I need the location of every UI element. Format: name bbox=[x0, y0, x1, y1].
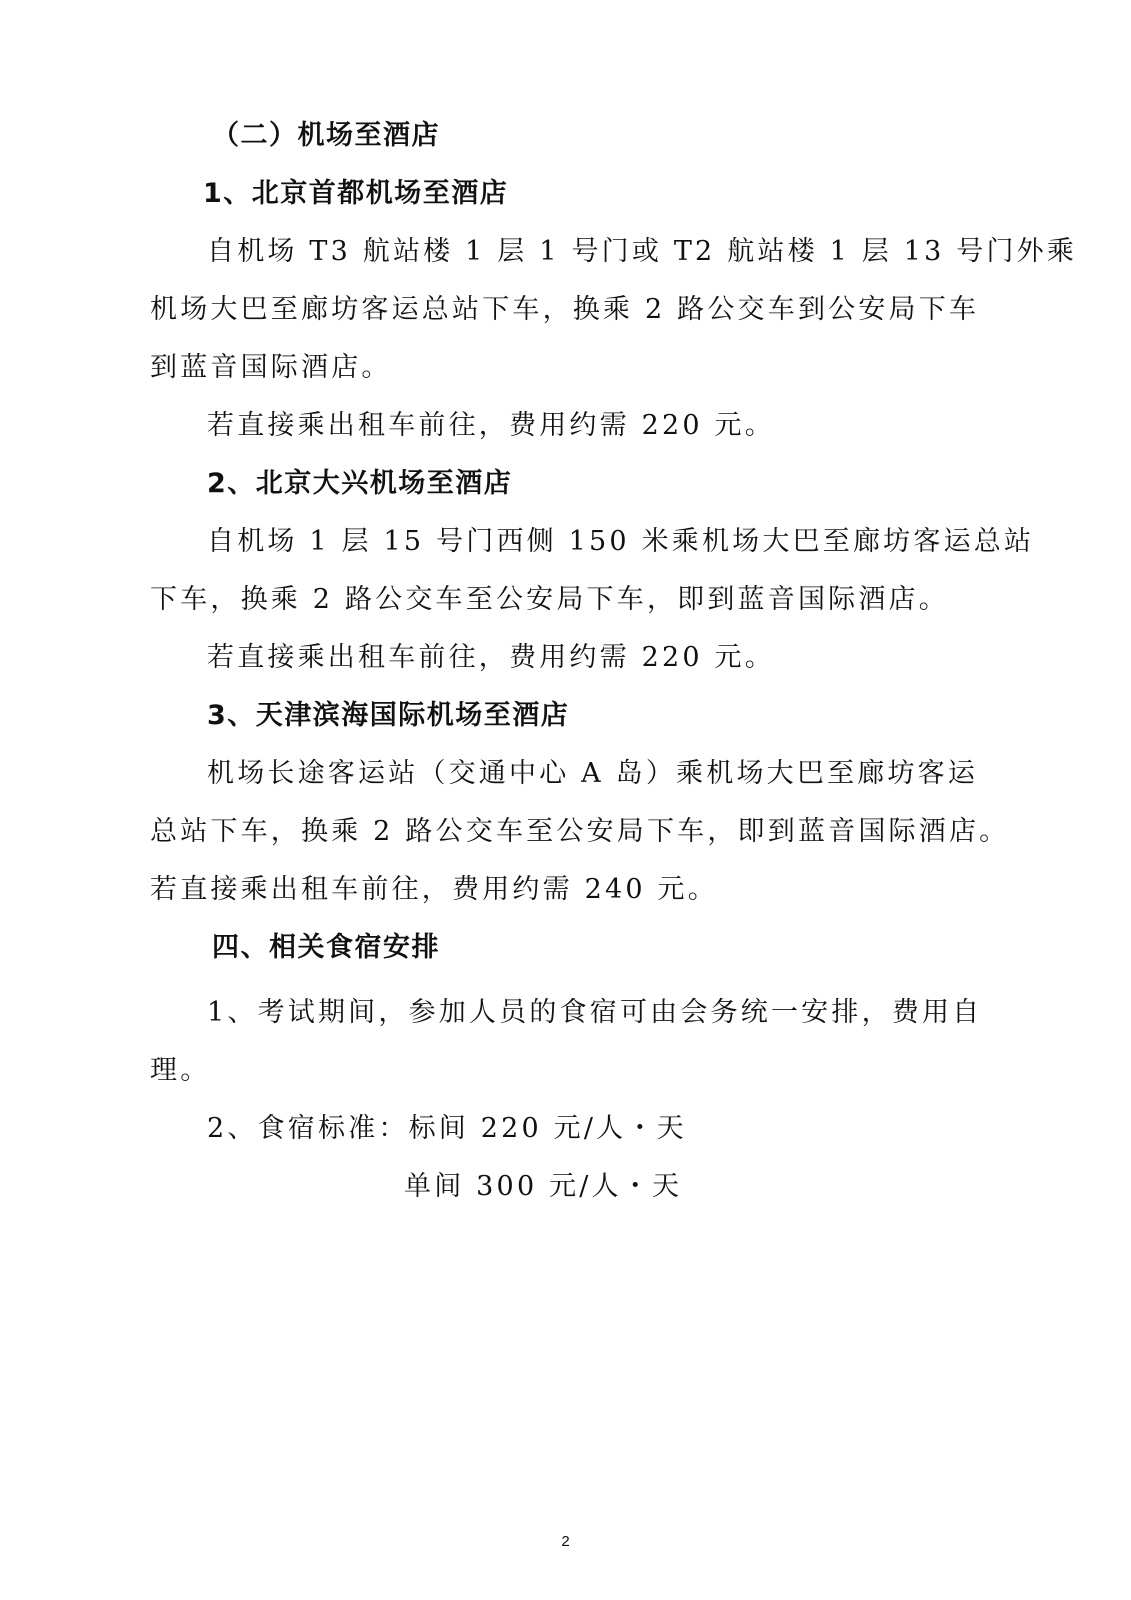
paragraph-line: 自机场 1 层 15 号门西侧 150 米乘机场大巴至廊坊客运总站 bbox=[207, 526, 1035, 557]
paragraph-line: 理。 bbox=[150, 1055, 211, 1086]
taxi-cost-line: 若直接乘出租车前往，费用约需 220 元。 bbox=[207, 410, 775, 441]
paragraph-line: 1、考试期间，参加人员的食宿可由会务统一安排，费用自 bbox=[207, 997, 983, 1028]
taxi-cost-line: 若直接乘出租车前往，费用约需 220 元。 bbox=[207, 642, 775, 673]
paragraph-line: 自机场 T3 航站楼 1 层 1 号门或 T2 航站楼 1 层 13 号门外乘 bbox=[207, 236, 1078, 267]
section-heading-airport-to-hotel: （二）机场至酒店 bbox=[212, 120, 440, 151]
standard-room-rate: 2、食宿标准：标间 220 元/人・天 bbox=[207, 1113, 687, 1144]
section-heading-accommodation: 四、相关食宿安排 bbox=[212, 932, 440, 963]
subheading-capital-airport: 1、北京首都机场至酒店 bbox=[203, 178, 509, 209]
taxi-cost-line: 若直接乘出租车前往，费用约需 240 元。 bbox=[150, 874, 718, 905]
paragraph-line: 机场大巴至廊坊客运总站下车，换乘 2 路公交车到公安局下车 bbox=[150, 294, 980, 325]
paragraph-line: 到蓝音国际酒店。 bbox=[150, 352, 392, 383]
paragraph-line: 下车，换乘 2 路公交车至公安局下车，即到蓝音国际酒店。 bbox=[150, 584, 949, 615]
paragraph-line: 总站下车，换乘 2 路公交车至公安局下车，即到蓝音国际酒店。 bbox=[150, 816, 1010, 847]
paragraph-line: 机场长途客运站（交通中心 A 岛）乘机场大巴至廊坊客运 bbox=[207, 758, 979, 789]
page-number: 2 bbox=[561, 1533, 570, 1550]
subheading-tianjin-airport: 3、天津滨海国际机场至酒店 bbox=[207, 700, 570, 731]
subheading-daxing-airport: 2、北京大兴机场至酒店 bbox=[207, 468, 513, 499]
single-room-rate: 单间 300 元/人・天 bbox=[404, 1171, 683, 1202]
